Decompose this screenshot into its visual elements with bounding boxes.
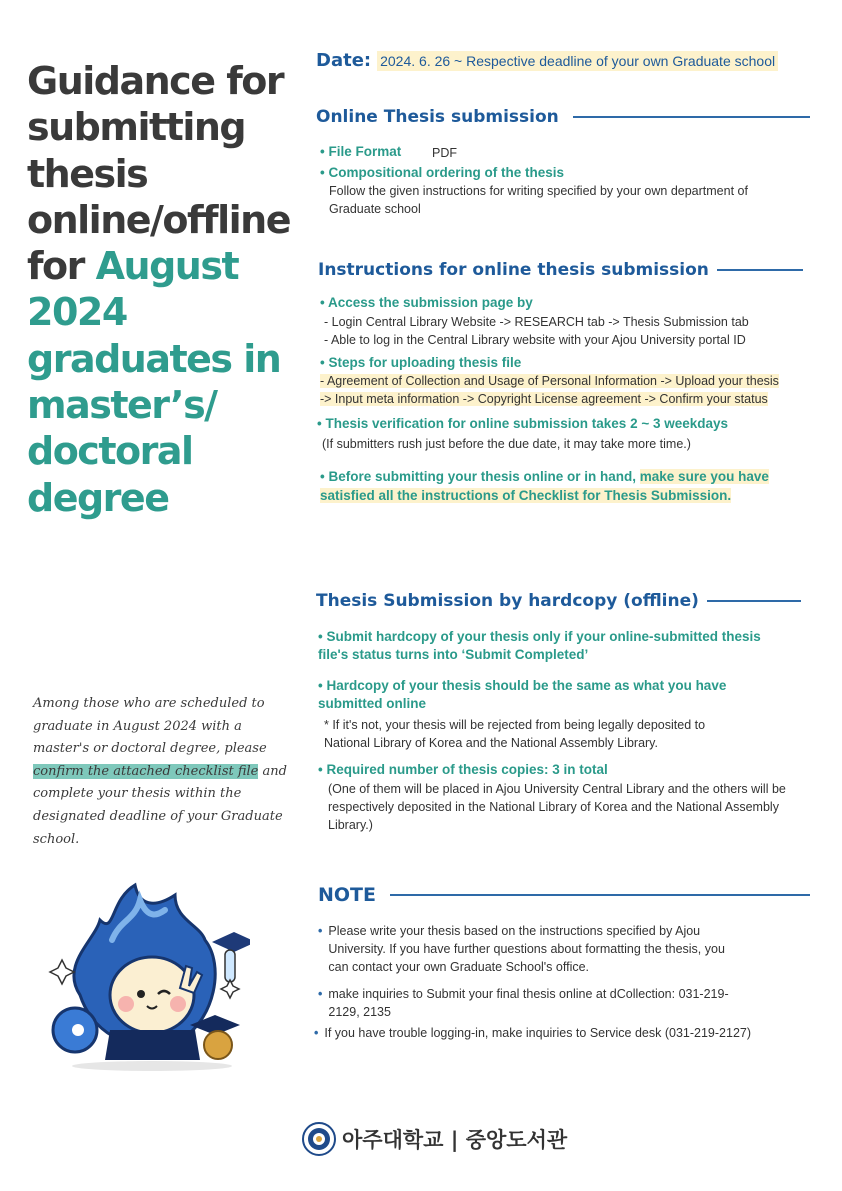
verification-text: (If submitters rush just before the due date, it may take more time.): [322, 437, 691, 451]
note-item-text: If you have trouble logging-in, make inquiries to Service desk (031-219-2127): [324, 1026, 752, 1040]
footer-text: 아주대학교 | 중앙도서관: [342, 1128, 568, 1152]
before-submitting: [320, 468, 790, 505]
instructions-block: [320, 295, 790, 505]
note-item-text: make inquiries to Submit your final thesis online at dCollection: 031-219-2129, 2135: [328, 987, 729, 1019]
side-note-highlight: confirm the attached checklist file: [33, 763, 259, 779]
steps-text: [320, 372, 785, 408]
hardcopy-item3: • Required number of thesis copies: 3 in total: [318, 762, 796, 777]
steps-label: • Steps for uploading thesis file: [320, 355, 790, 370]
hardcopy-item2: • Hardcopy of your thesis should be the same as what you have submitted online: [318, 677, 763, 713]
hardcopy-item2-note: * If it's not, your thesis will be rejected from being legally deposited to National Library of Korea and the National Assembly Library.: [324, 718, 706, 750]
note-item: • Please write your thesis based on the instructions specified by Ajou University. If you have further questions about formatting the thesis, you can contact your own Graduate School's office.: [318, 922, 738, 976]
university-seal-icon: [302, 1122, 336, 1156]
note-item: • If you have trouble logging-in, make inquiries to Service desk (031-219-2127): [314, 1026, 752, 1040]
file-format-label: • File Format: [320, 144, 432, 162]
online-block: [320, 144, 800, 218]
note-heading-rule: [390, 894, 810, 896]
mascot-illustration: [40, 880, 250, 1075]
note-heading: [318, 884, 810, 906]
date-value: 2024. 6. 26 ~ Respective deadline of your own Graduate school: [377, 51, 778, 71]
before-text: Before submitting your thesis online or in hand,: [328, 469, 637, 484]
steps-text-highlight: - Agreement of Collection and Usage of Personal Information -> Upload your thesis -> Input meta information -> Copyright License agreement -> Confirm your status: [320, 374, 779, 406]
access-label: • Access the submission page by: [320, 295, 790, 310]
before-highlight: make sure you have satisfied all the instructions of Checklist for Thesis Submission.: [320, 469, 769, 503]
hardcopy-heading-text: Thesis Submission by hardcopy (offline): [316, 591, 699, 611]
hardcopy-item3-note: (One of them will be placed in Ajou University Central Library and the others will be respectively deposited in the National Library of Korea and the National Assembly Library.): [328, 782, 786, 832]
online-heading-text: Online Thesis submission: [316, 107, 559, 127]
hardcopy-item1: • Submit hardcopy of your thesis only if your online-submitted thesis file's status turns into ‘Submit Completed’: [318, 628, 763, 664]
hardcopy-block: [318, 628, 796, 834]
side-note-text2: and complete your thesis within the designated deadline of your Graduate school.: [33, 763, 287, 847]
note-heading-text: NOTE: [318, 884, 376, 906]
access-line2: - Able to log in the Central Library website with your Ajou University portal ID: [324, 333, 746, 347]
instructions-heading-text: Instructions for online thesis submission: [318, 260, 709, 280]
instructions-heading: [318, 260, 803, 280]
page-title: [27, 58, 297, 521]
hardcopy-heading-rule: [707, 600, 801, 602]
verification-label: • Thesis verification for online submission takes 2 ~ 3 weekdays: [317, 416, 790, 431]
access-line1: - Login Central Library Website -> RESEARCH tab -> Thesis Submission tab: [324, 315, 749, 329]
hardcopy-heading: [316, 591, 801, 611]
date-line: [316, 50, 778, 71]
footer: [302, 1122, 567, 1156]
note-item: • make inquiries to Submit your final thesis online at dCollection: 031-219-2129, 2135: [318, 985, 758, 1021]
side-note: [33, 693, 288, 851]
file-format-value: PDF: [432, 146, 457, 160]
online-heading-rule: [573, 116, 810, 118]
ordering-label: • Compositional ordering of the thesis: [320, 165, 800, 180]
page-title-part2: August 2024 graduates in master’s/ doctoral degree: [27, 244, 281, 520]
online-heading: [316, 107, 810, 127]
ordering-text: Follow the given instructions for writing specified by your own department of Graduate school: [329, 184, 748, 216]
note-item-text: Please write your thesis based on the instructions specified by Ajou University. If you have further questions about formatting the thesis, you can contact your own Graduate School's office.: [328, 924, 725, 974]
date-label: Date:: [316, 50, 372, 71]
instructions-heading-rule: [717, 269, 803, 271]
page-title-part1: Guidance for submitting thesis online/offline for: [27, 59, 290, 289]
side-note-text1: Among those who are scheduled to graduate in August 2024 with a master's or doctoral degree, please: [33, 696, 267, 757]
